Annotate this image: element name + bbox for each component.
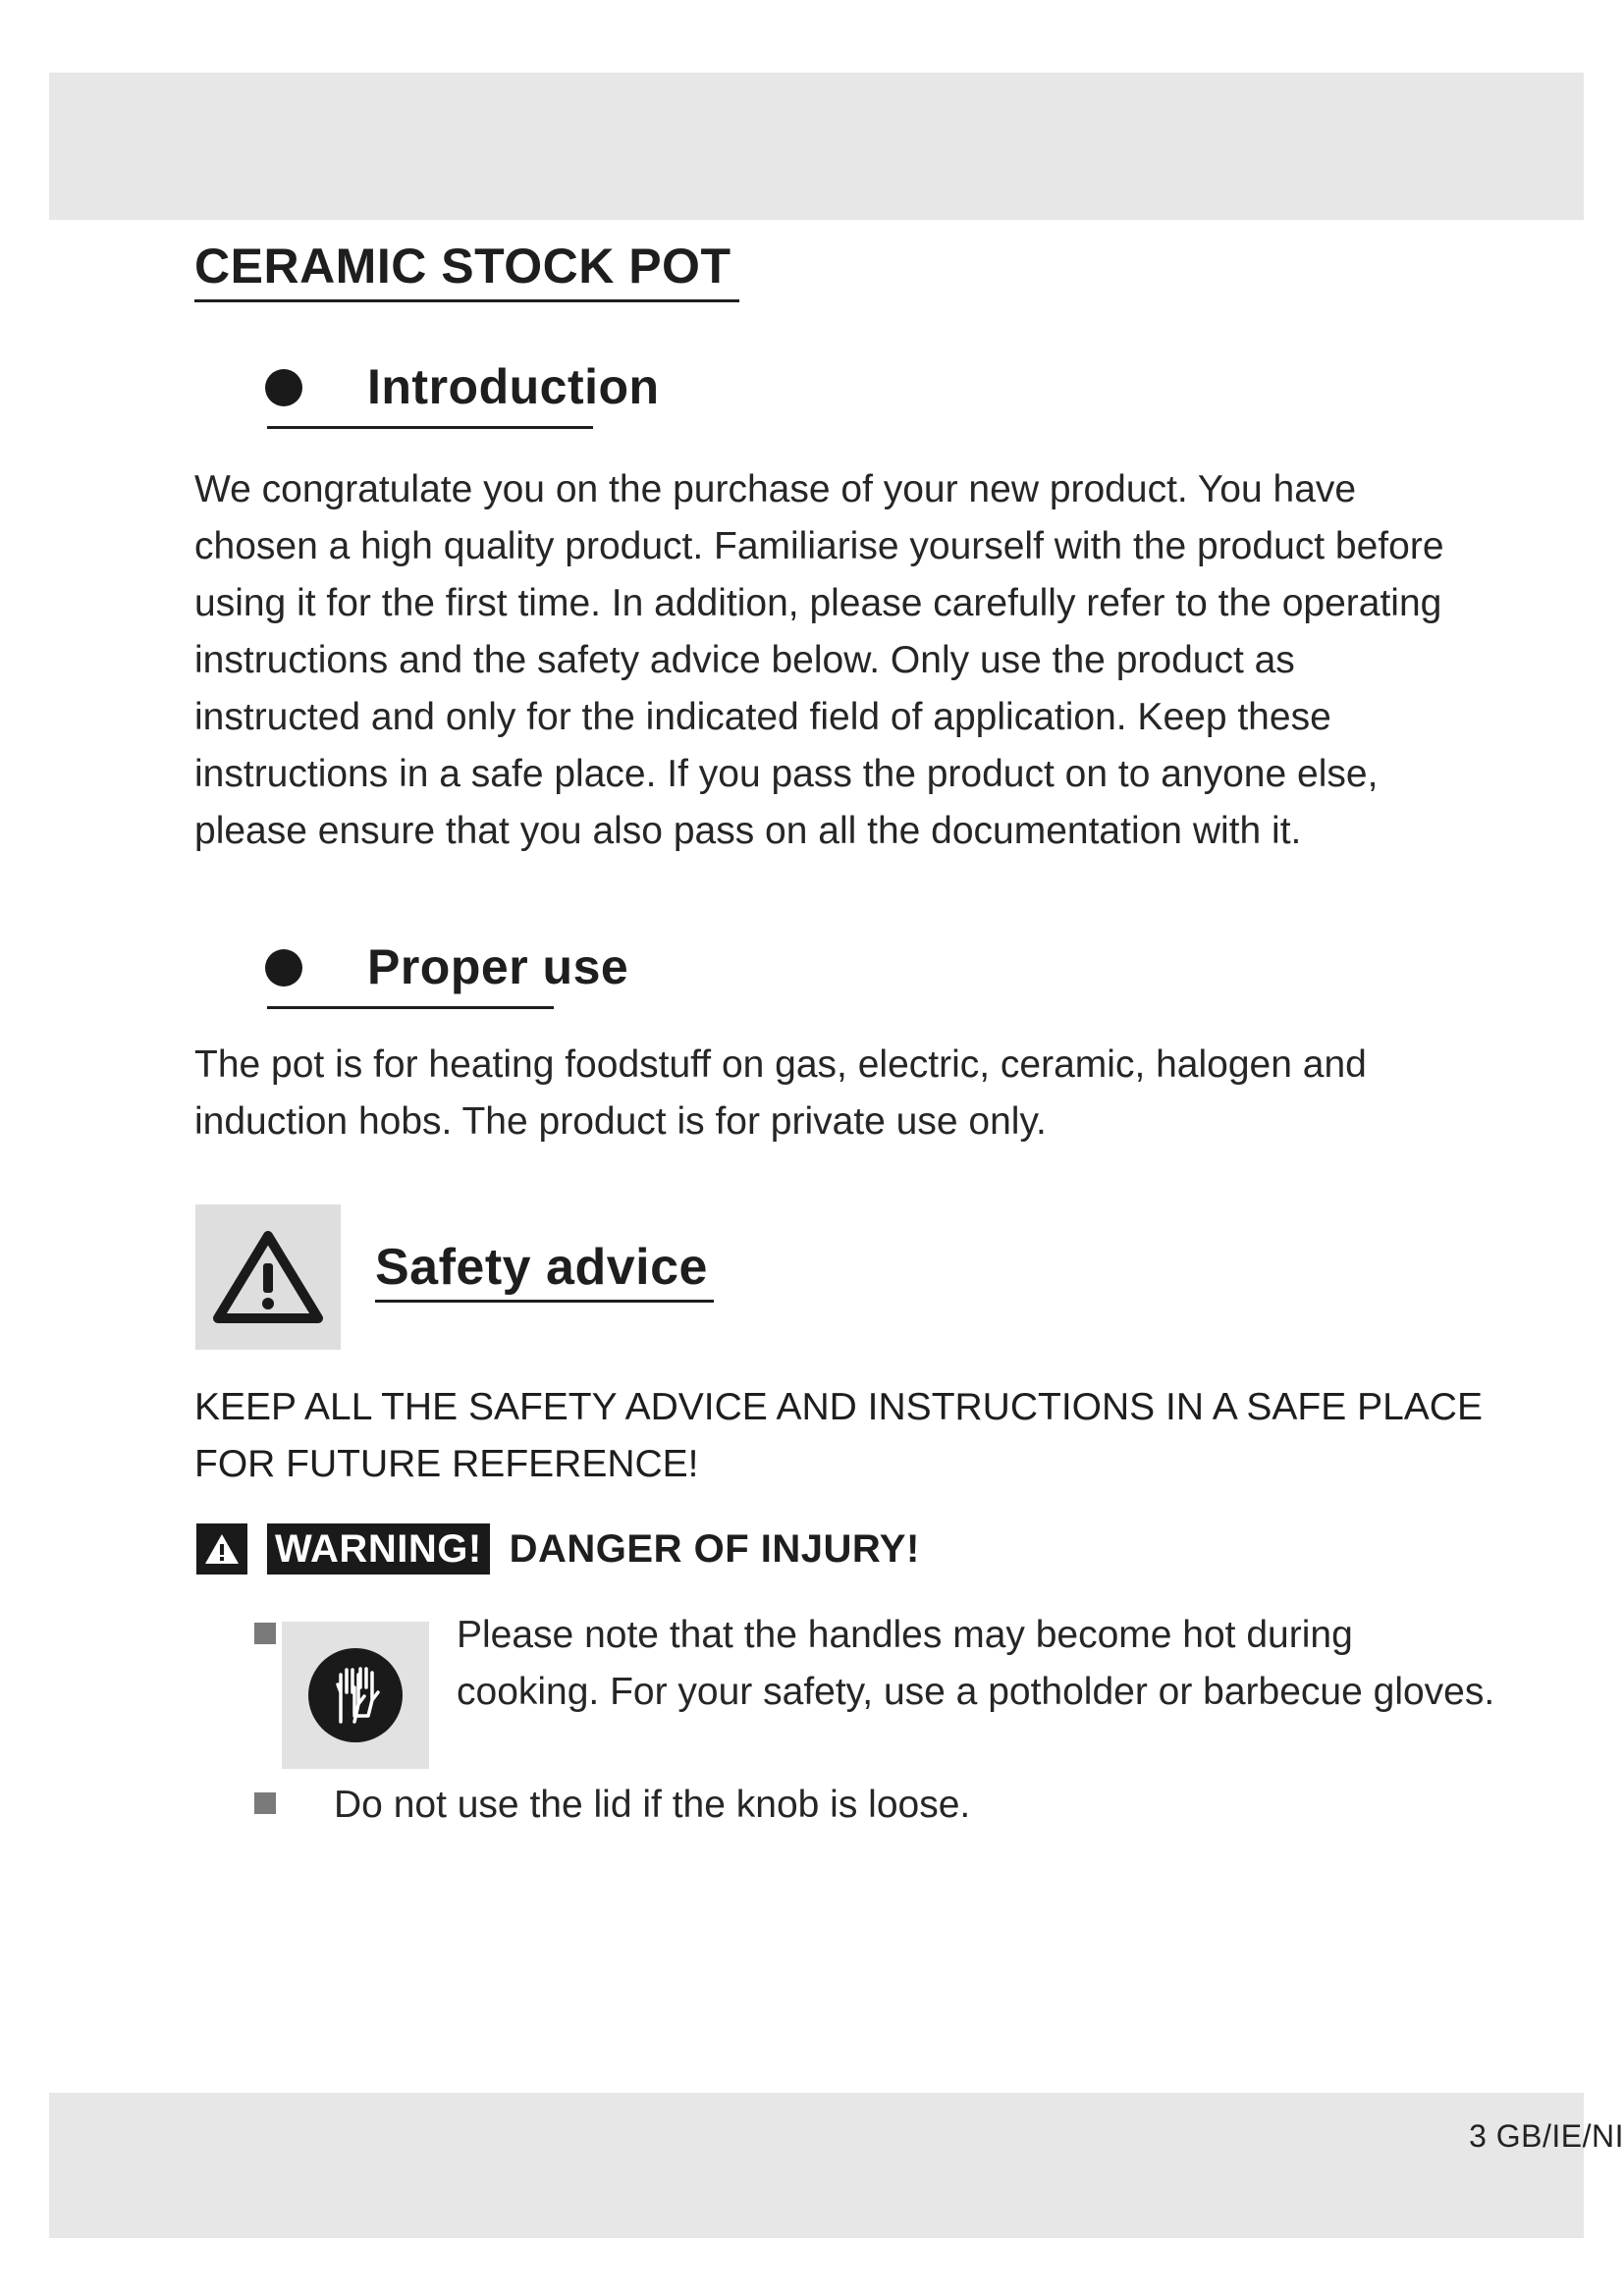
introduction-paragraph: We congratulate you on the purchase of your new product. You have chosen a high quality product. Familiarise yourself with the product before using it for the first time. In addition, please carefully refer to the operating instructions and the safety advice below. Only use the product as instructed and only for the indicated field of application. Keep these instructions in a safe place. If you pass the product on to anyone else, please ensure that you also pass on all the documentation with it.: [194, 468, 1444, 852]
safety-warning-box: [195, 1204, 341, 1350]
warning-line: [196, 1523, 920, 1575]
document-title: CERAMIC STOCK POT: [194, 239, 739, 302]
safety-notice: KEEP ALL THE SAFETY ADVICE AND INSTRUCTIONS IN A SAFE PLACE FOR FUTURE REFERENCE!: [194, 1386, 1483, 1485]
square-bullet-icon: [254, 1623, 276, 1644]
warning-mini-icon: [196, 1523, 247, 1575]
header-band: [49, 73, 1584, 220]
bullet-dot-icon: [265, 369, 302, 406]
safety-advice-heading: Safety advice: [375, 1239, 714, 1303]
introduction-underline: [267, 426, 593, 429]
introduction-heading: [265, 359, 660, 416]
warning-label: WARNING!: [267, 1523, 490, 1575]
page-number: 3 GB/IE/NI: [1469, 2118, 1624, 2154]
footer-band: [49, 2093, 1584, 2238]
safety-item-2-text: Do not use the lid if the knob is loose.: [334, 1784, 971, 1826]
proper-use-heading-text: Proper use: [367, 939, 629, 994]
square-bullet-icon: [254, 1792, 276, 1814]
proper-use-paragraph: The pot is for heating foodstuff on gas, electric, ceramic, halogen and induction hobs. The product is for private use only.: [194, 1043, 1367, 1143]
proper-use-heading: [265, 939, 628, 996]
gloves-box: [282, 1622, 429, 1769]
proper-use-underline: [267, 1006, 554, 1009]
safety-item-1-text: Please note that the handles may become hot during cooking. For your safety, use a potholder or barbecue gloves.: [457, 1614, 1495, 1713]
danger-text: DANGER OF INJURY!: [509, 1526, 920, 1571]
warning-triangle-icon: [212, 1228, 324, 1326]
bullet-dot-icon: [265, 949, 302, 987]
gloves-icon: [305, 1645, 406, 1745]
introduction-heading-text: Introduction: [367, 359, 660, 414]
